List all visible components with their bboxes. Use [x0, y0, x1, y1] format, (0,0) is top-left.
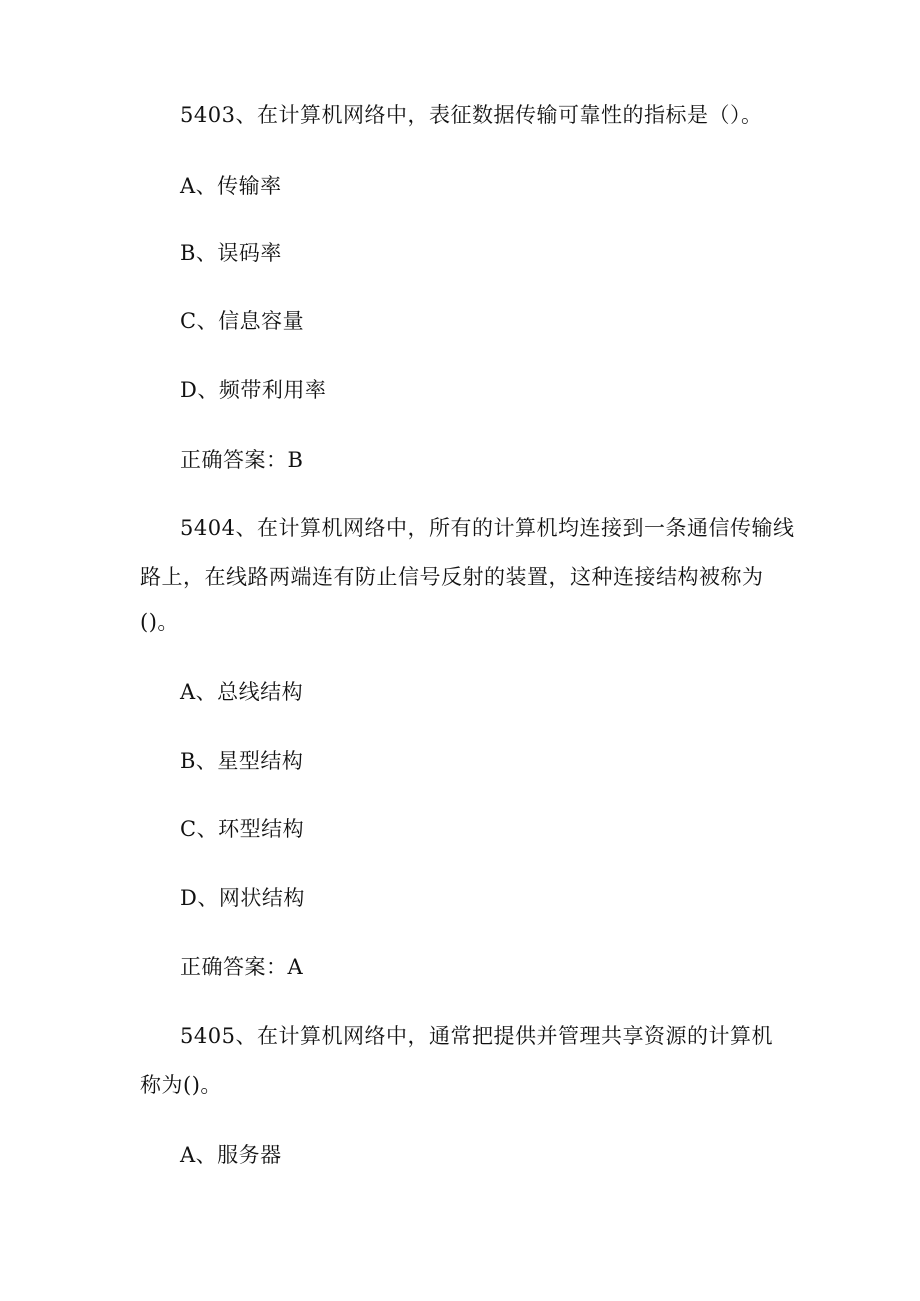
- question-5403-option-d: D、频带利用率: [180, 378, 327, 402]
- question-5404-stem-line-3: ()。: [140, 610, 179, 634]
- question-5404-stem-line-1: 5404、在计算机网络中，所有的计算机均连接到一条通信传输线: [180, 516, 795, 540]
- question-5403-option-c: C、信息容量: [180, 309, 305, 333]
- question-5405-option-a: A、服务器: [180, 1143, 282, 1167]
- question-5405-stem-line-2: 称为()。: [140, 1073, 222, 1097]
- question-5404-option-b: B、星型结构: [180, 749, 304, 773]
- question-5403-answer: 正确答案：B: [180, 448, 304, 472]
- question-5404-option-c: C、环型结构: [180, 817, 305, 841]
- question-5403-option-b: B、误码率: [180, 241, 282, 265]
- question-5404-stem-line-2: 路上，在线路两端连有防止信号反射的装置，这种连接结构被称为: [140, 565, 764, 589]
- question-5404-option-a: A、总线结构: [180, 680, 304, 704]
- question-5404-answer: 正确答案：A: [180, 955, 304, 979]
- question-5405-stem-line-1: 5405、在计算机网络中，通常把提供并管理共享资源的计算机: [180, 1024, 773, 1048]
- question-5404-option-d: D、网状结构: [180, 886, 305, 910]
- question-5403-option-a: A、传输率: [180, 174, 282, 198]
- question-5403-stem: 5403、在计算机网络中，表征数据传输可靠性的指标是（）。: [180, 103, 763, 127]
